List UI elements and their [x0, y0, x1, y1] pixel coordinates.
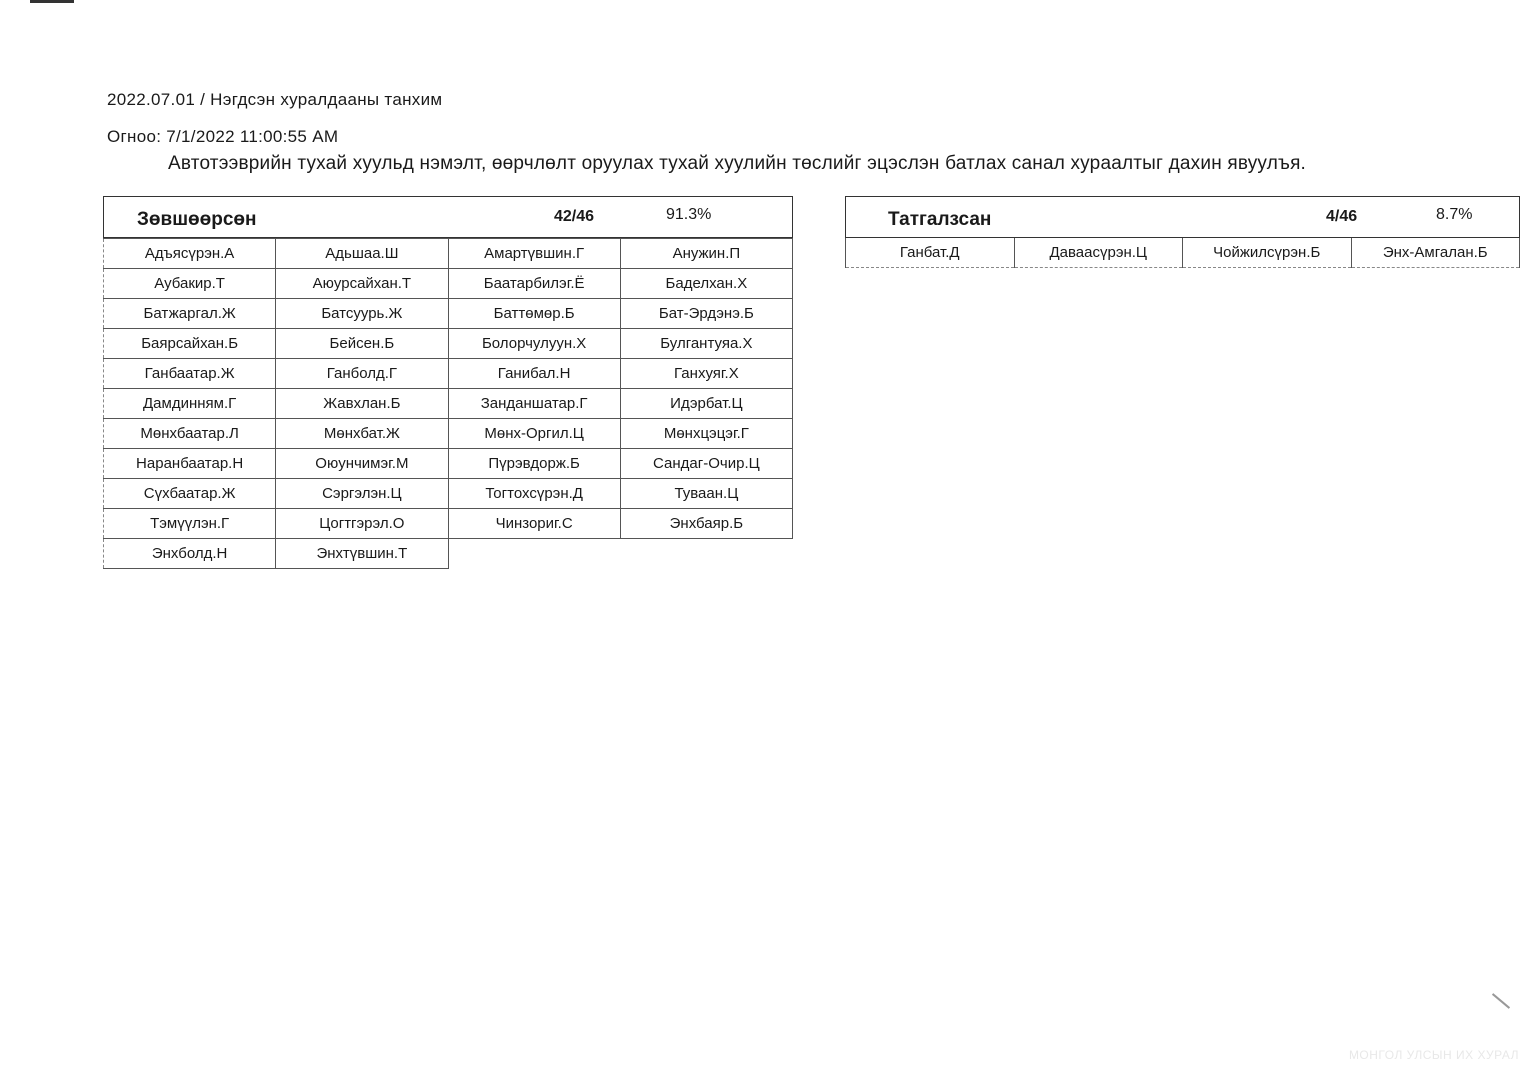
footer-watermark: МОНГОЛ УЛСЫН ИХ ХУРАЛ — [1348, 1048, 1519, 1062]
table-row — [104, 419, 793, 449]
member-name: Занданшатар.Г — [448, 389, 620, 419]
member-name: Баярсайхан.Б — [104, 329, 276, 359]
member-name: Мөнхбат.Ж — [276, 419, 448, 449]
member-name: Аубакир.Т — [104, 269, 276, 299]
approved-header — [103, 196, 793, 238]
member-name: Мөнхбаатар.Л — [104, 419, 276, 449]
table-row — [104, 449, 793, 479]
member-name: Анужин.П — [620, 239, 792, 269]
member-name: Ганибал.Н — [448, 359, 620, 389]
member-name: Энхтүвшин.Т — [276, 539, 448, 569]
member-name: Дамдинням.Г — [104, 389, 276, 419]
member-name: Идэрбат.Ц — [620, 389, 792, 419]
rejected-block — [845, 196, 1520, 268]
member-name: Туваан.Ц — [620, 479, 792, 509]
member-name: Сүхбаатар.Ж — [104, 479, 276, 509]
member-name: Ганхуяг.Х — [620, 359, 792, 389]
table-row — [104, 389, 793, 419]
member-name: Сандаг-Очир.Ц — [620, 449, 792, 479]
member-name: Энх-Амгалан.Б — [1351, 238, 1520, 268]
member-name: Ганбат.Д — [846, 238, 1015, 268]
scan-artifact — [1492, 993, 1510, 1009]
member-name: Адьшаа.Ш — [276, 239, 448, 269]
rejected-count: 4/46 — [1326, 208, 1358, 225]
member-name: Мөнхцэцэг.Г — [620, 419, 792, 449]
member-name: Баделхан.Х — [620, 269, 792, 299]
scan-edge-mark — [30, 0, 74, 3]
member-name: Бат-Эрдэнэ.Б — [620, 299, 792, 329]
table-row — [104, 299, 793, 329]
table-row — [104, 239, 793, 269]
rejected-percent: 8.7% — [1436, 206, 1473, 223]
member-name: Мөнх-Оргил.Ц — [448, 419, 620, 449]
member-name: Энхболд.Н — [104, 539, 276, 569]
member-name: Энхбаяр.Б — [620, 509, 792, 539]
member-name: Батжаргал.Ж — [104, 299, 276, 329]
approved-label: Зөвшөөрсөн — [137, 209, 257, 230]
member-name: Сэргэлэн.Ц — [276, 479, 448, 509]
table-row — [104, 329, 793, 359]
member-name: Чинзориг.С — [448, 509, 620, 539]
rejected-names-table — [845, 238, 1520, 268]
vote-date: Огноо: 7/1/2022 11:00:55 AM — [107, 127, 339, 146]
rejected-label: Татгалзсан — [888, 209, 992, 230]
member-name: Баттөмөр.Б — [448, 299, 620, 329]
member-name: Наранбаатар.Н — [104, 449, 276, 479]
member-name: Болорчулуун.Х — [448, 329, 620, 359]
table-row — [104, 359, 793, 389]
approved-block — [103, 196, 793, 569]
member-name: Аюурсайхан.Т — [276, 269, 448, 299]
vote-title: Автотээврийн тухай хуульд нэмэлт, өөрчлөлт оруулах тухай хуулийн төслийг эцэслэн батлах санал хураалтыг дахин явуулъя. — [168, 153, 1307, 174]
member-name: Оюунчимэг.М — [276, 449, 448, 479]
member-name: Тэмүүлэн.Г — [104, 509, 276, 539]
table-row — [104, 509, 793, 539]
approved-count: 42/46 — [554, 208, 595, 225]
table-row — [104, 539, 793, 569]
member-name: Ганболд.Г — [276, 359, 448, 389]
member-name: Адъясүрэн.А — [104, 239, 276, 269]
approved-percent: 91.3% — [666, 206, 712, 223]
table-row — [104, 269, 793, 299]
table-row — [846, 238, 1520, 268]
member-name: Пүрэвдорж.Б — [448, 449, 620, 479]
member-name: Тогтохсүрэн.Д — [448, 479, 620, 509]
member-name: Бейсен.Б — [276, 329, 448, 359]
approved-names-table — [103, 238, 793, 569]
member-name: Батсуурь.Ж — [276, 299, 448, 329]
member-name: Баатарбилэг.Ё — [448, 269, 620, 299]
member-name: Булгантуяа.Х — [620, 329, 792, 359]
table-row — [104, 479, 793, 509]
member-name: Цогтгэрэл.О — [276, 509, 448, 539]
member-name: Ганбаатар.Ж — [104, 359, 276, 389]
member-name: Амартүвшин.Г — [448, 239, 620, 269]
member-name: Жавхлан.Б — [276, 389, 448, 419]
member-name: Чойжилсүрэн.Б — [1183, 238, 1352, 268]
rejected-header — [845, 196, 1520, 238]
meeting-location: 2022.07.01 / Нэгдсэн хуралдааны танхим — [107, 90, 443, 109]
member-name: Даваасүрэн.Ц — [1014, 238, 1183, 268]
